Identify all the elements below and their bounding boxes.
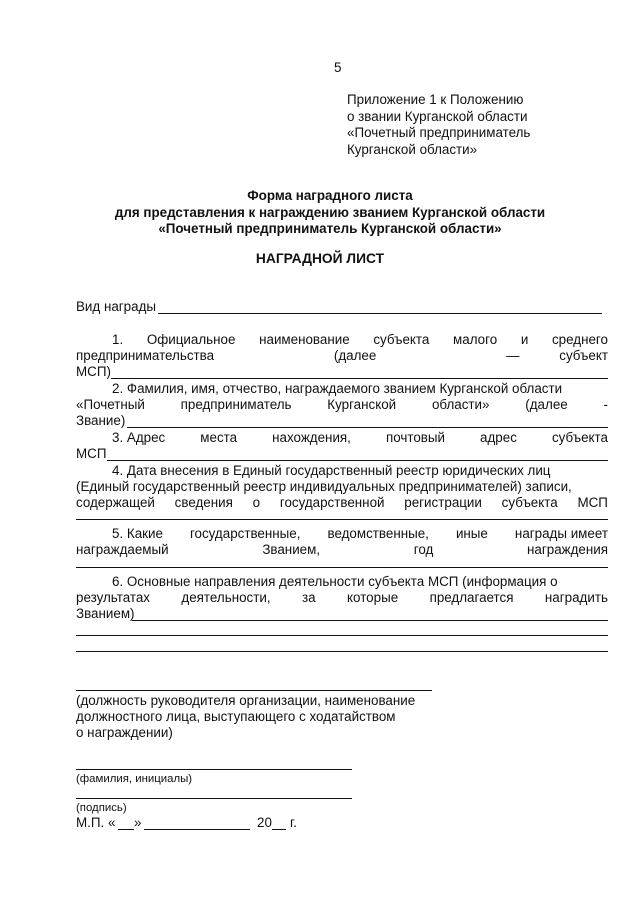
item3-field[interactable] bbox=[107, 460, 608, 461]
date-month-field[interactable] bbox=[144, 829, 250, 830]
official-position-field[interactable] bbox=[76, 690, 432, 691]
appendix-line: о звании Курганской области bbox=[347, 108, 528, 124]
word: наименование bbox=[259, 332, 350, 347]
item3-line1 bbox=[112, 430, 608, 446]
word: награждаемый bbox=[76, 542, 169, 557]
word: «Почетный bbox=[76, 397, 145, 412]
item2-field[interactable] bbox=[127, 427, 608, 428]
word: иные bbox=[455, 526, 488, 541]
date-year-field[interactable] bbox=[272, 829, 286, 830]
word: наградить bbox=[544, 590, 608, 605]
word: Званием, bbox=[262, 542, 321, 557]
item4-line2: (Единый государственный реестр индивидуальных предпринимателей) записи, bbox=[76, 479, 572, 494]
word: государственной bbox=[279, 495, 385, 510]
item3-line2: МСП bbox=[76, 446, 107, 461]
word: предприниматель bbox=[180, 397, 292, 412]
word: субъекта bbox=[551, 430, 608, 445]
word: 5. Какие bbox=[112, 526, 163, 541]
signature-caption-line: о награждении) bbox=[76, 725, 173, 740]
word: сведения bbox=[174, 495, 233, 510]
word: (далее bbox=[525, 397, 568, 412]
item2-line1: 2. Фамилия, имя, отчество, награждаемого званием Курганской области bbox=[112, 381, 563, 396]
word: МСП bbox=[577, 495, 608, 510]
surname-caption: (фамилия, инициалы) bbox=[76, 773, 193, 785]
item6-line1: 6. Основные направления деятельности субъекта МСП (информация о bbox=[112, 574, 558, 589]
item5-field[interactable] bbox=[76, 567, 608, 568]
signature-caption-line: должностного лица, выступающего с ходатайством bbox=[76, 709, 396, 724]
surname-field[interactable] bbox=[76, 769, 352, 770]
item5-line1 bbox=[112, 526, 608, 542]
word: (далее bbox=[333, 348, 377, 363]
word: субъекта bbox=[373, 332, 430, 347]
word: государственные, bbox=[189, 526, 301, 541]
word: почтовый bbox=[385, 430, 445, 445]
item4-field[interactable] bbox=[76, 519, 608, 520]
year-suffix: г. bbox=[290, 815, 297, 830]
word: результатах bbox=[76, 590, 150, 605]
item1-line1 bbox=[112, 332, 608, 348]
word: — bbox=[506, 348, 520, 363]
word: регистрации bbox=[404, 495, 482, 510]
appendix-line: Курганской области» bbox=[347, 141, 478, 157]
word: - bbox=[603, 397, 608, 412]
item6-field-extra[interactable] bbox=[76, 651, 608, 652]
word: о bbox=[252, 495, 261, 510]
award-type-field[interactable] bbox=[158, 313, 602, 314]
word: предлагается bbox=[429, 590, 514, 605]
word: среднего bbox=[551, 332, 608, 347]
item4-line3 bbox=[76, 495, 608, 511]
item5-line2 bbox=[76, 542, 608, 558]
signature-field[interactable] bbox=[76, 798, 352, 799]
signature-caption: (подпись) bbox=[76, 802, 127, 814]
form-title-line: «Почетный предприниматель Курганской области» bbox=[158, 221, 502, 236]
word: адрес bbox=[480, 430, 517, 445]
item2-line2 bbox=[76, 397, 608, 413]
word: содержащей bbox=[76, 495, 155, 510]
word: 3. Адрес bbox=[112, 430, 166, 445]
word: Курганской bbox=[327, 397, 397, 412]
form-title-line: для представления к награждению званием Курганской области bbox=[114, 205, 546, 220]
item6-line2 bbox=[76, 590, 608, 606]
item6-field-extra[interactable] bbox=[76, 635, 608, 636]
seal-quote-close: » bbox=[134, 815, 142, 830]
word: деятельности, bbox=[181, 590, 271, 605]
word: которые bbox=[347, 590, 399, 605]
word: места bbox=[200, 430, 238, 445]
year-prefix: 20 bbox=[257, 815, 272, 830]
item1-field[interactable] bbox=[111, 378, 608, 379]
word: субъект bbox=[559, 348, 608, 363]
word: награды имеет bbox=[514, 526, 608, 541]
seal-mp-label: М.П. « bbox=[76, 815, 116, 830]
word: малого bbox=[453, 332, 498, 347]
item4-line1: 4. Дата внесения в Единый государственный реестр юридических лиц bbox=[112, 463, 551, 478]
item1-line2 bbox=[76, 348, 608, 364]
item6-field[interactable] bbox=[132, 620, 608, 621]
word: предпринимательства bbox=[76, 348, 215, 363]
award-type-label: Вид награды bbox=[76, 299, 157, 314]
date-day-field[interactable] bbox=[118, 829, 134, 830]
item1-line3: МСП) bbox=[76, 364, 111, 379]
word: и bbox=[520, 332, 529, 347]
signature-caption-line: (должность руководителя организации, наименование bbox=[76, 693, 416, 708]
item6-line3: Званием) bbox=[76, 606, 135, 621]
form-title-line: Форма наградного листа bbox=[247, 188, 413, 203]
word: год bbox=[413, 542, 434, 557]
word: 1. bbox=[112, 332, 124, 347]
appendix-line: Приложение 1 к Положению bbox=[347, 92, 524, 107]
appendix-reference bbox=[347, 92, 530, 158]
appendix-line: «Почетный предприниматель bbox=[347, 125, 531, 140]
page-number: 5 bbox=[334, 60, 342, 75]
word: субъекта bbox=[501, 495, 558, 510]
word: Официальное bbox=[146, 332, 236, 347]
item2-line3: Звание) bbox=[76, 413, 126, 428]
word: награждения bbox=[527, 542, 608, 557]
word: ведомственные, bbox=[327, 526, 429, 541]
word: нахождения, bbox=[272, 430, 351, 445]
word: области» bbox=[431, 397, 490, 412]
document-heading: НАГРАДНОЙ ЛИСТ bbox=[255, 251, 385, 266]
word: за bbox=[302, 590, 316, 605]
